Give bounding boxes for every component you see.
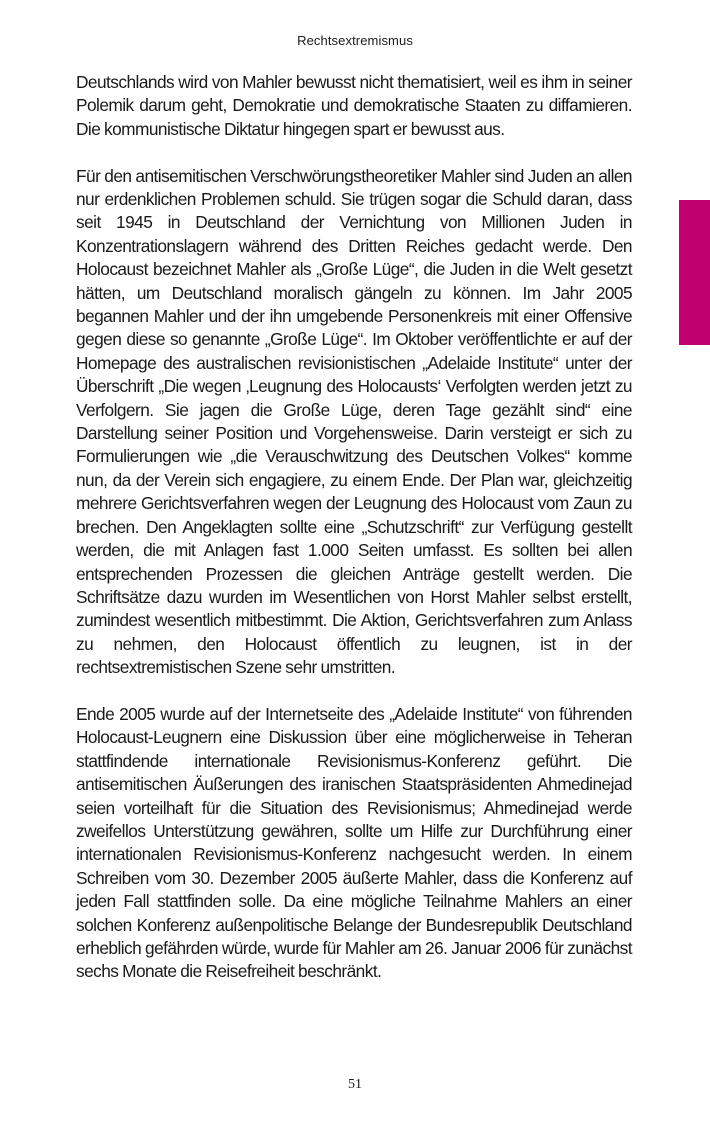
paragraph-1: Deutschlands wird von Mahler bewusst nicht thematisiert, weil es ihm in seiner Polemik darum geht, Demokratie und demokratische Staaten zu diffamieren. Die kommunistische Diktatur hingegen spart er bewusst aus. bbox=[76, 72, 632, 139]
body-text bbox=[76, 71, 632, 1007]
paragraph-2: Für den antisemitischen Verschwörungstheoretiker Mahler sind Juden an allen nur erdenklichen Problemen schuld. Sie trügen sogar die Schuld daran, dass seit 1945 in Deutschland der Vernichtung von Millionen Juden in Konzentrationslagern während des Dritten Reiches gedacht werde. Den Holocaust bezeichnet Mahler als „Große Lüge“, die Juden in die Welt gesetzt hätten, um Deutschland moralisch gängeln zu können. Im Jahr 2005 begannen Mahler und der ihn umgebende Personenkreis mit einer Offensive gegen diese so genannte „Große Lüge“. Im Oktober veröffentlichte er auf der Homepage des australischen revisionistischen „Adelaide Institute“ unter der Überschrift „Die wegen ‚Leugnung des Holocausts‘ Verfolgten werden jetzt zu Verfolgern. Sie jagen die Große Lüge, deren Tage gezählt sind“ eine Darstellung seiner Position und Vorgehensweise. Darin versteigt er sich zu Formulierungen wie „die Verauschwitzung des Deutschen Volkes“ komme nun, da der Verein sich engagiere, zu einem Ende. Der Plan war, gleichzeitig mehrere Gerichtsverfahren wegen der Leugnung des Holocaust vom Zaun zu brechen. Den Angeklagten sollte eine „Schutzschrift“ zur Verfügung gestellt werden, die mit Anlagen fast 1.000 Seiten umfasst. Es sollten bei allen entsprechenden Prozessen die gleichen Anträge gestellt werden. Die Schriftsätze dazu wurden im Wesentlichen von Horst Mahler selbst erstellt, zumindest wesentlich mitbestimmt. Die Aktion, Gerichtsverfahren zum Anlass zu nehmen, den Holocaust öffentlich zu leugnen, ist in der rechtsextremistischen Szene sehr umstritten. bbox=[76, 165, 632, 678]
running-header: Rechtsextremismus bbox=[297, 33, 413, 48]
chapter-tab-marker bbox=[679, 200, 710, 345]
page-number: 51 bbox=[348, 1077, 362, 1092]
paragraph-3: Ende 2005 wurde auf der Internetseite des „Adelaide Institute“ von führenden Holocaust-Leugnern eine Diskussion über eine möglicherweise in Teheran stattfindende internationale Revisionismus-Konferenz geführt. Die antisemitischen Äußerungen des iranischen Staatspräsidenten Ahmedinejad seien vorteilhaft für die Situation des Revisionismus; Ahmedinejad werde zweifellos Unterstützung gewähren, sollte um Hilfe zur Durchführung einer internationalen Revisionismus-Konferenz nachgesucht werden. In einem Schreiben vom 30. Dezember 2005 äußerte Mahler, dass die Konferenz auf jeden Fall stattfinden solle. Da eine mögliche Teilnahme Mahlers an einer solchen Konferenz außenpolitische Belange der Bundesrepublik Deutschland erheblich gefährden würde, wurde für Mahler am 26. Januar 2006 für zunächst sechs Monate die Reisefreiheit beschränkt. bbox=[76, 703, 632, 982]
